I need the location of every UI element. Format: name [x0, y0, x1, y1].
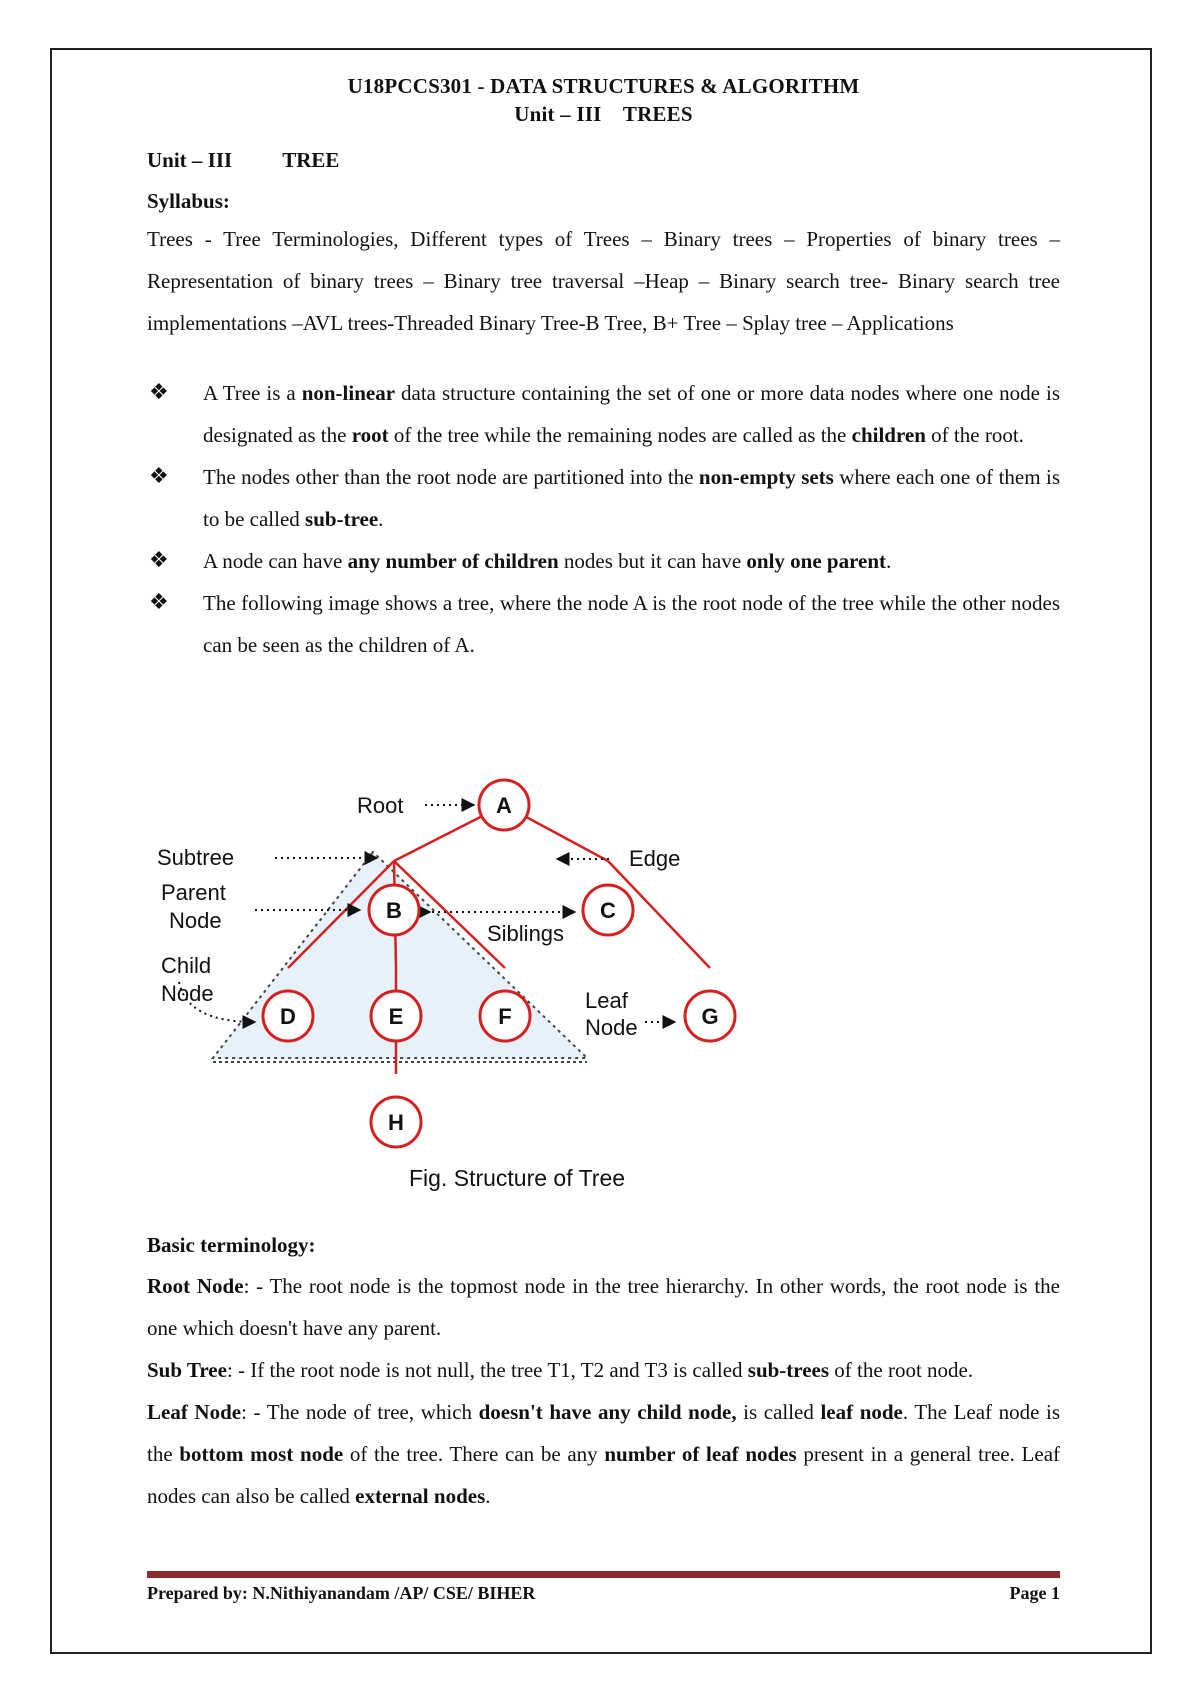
unit-heading: [147, 148, 1060, 173]
page-content: [147, 72, 1060, 666]
page-footer: [147, 1583, 1060, 1604]
basic-terminology-section: [147, 1225, 1060, 1517]
syllabus-heading: Syllabus:: [147, 189, 230, 213]
node-g-label: G: [701, 1004, 719, 1029]
node-h-label: H: [388, 1110, 404, 1135]
sub-tree-definition: Sub Tree: - If the root node is not null, the tree T1, T2 and T3 is called sub-trees of the root node.: [147, 1358, 974, 1382]
leaf-label-line1: Leaf: [585, 988, 628, 1013]
node-d-label: D: [280, 1004, 296, 1029]
bullet-item: ❖ A Tree is a non-linear data structure containing the set of one or more data nodes where one node is designated as the root of the tree while the remaining nodes are called as the children of the root.: [147, 372, 1060, 456]
child-label-line2: Node: [161, 981, 214, 1006]
node-c-label: C: [600, 898, 616, 923]
diamond-bullet-icon: ❖: [149, 590, 169, 615]
tree-structure-figure: [147, 770, 787, 1200]
subtree-label: Subtree: [157, 845, 235, 870]
child-label-line1: Child: [161, 953, 212, 978]
unit-label: Unit – III: [147, 148, 233, 172]
root-node-definition: Root Node: - The root node is the topmost node in the tree hierarchy. In other words, the root node is the one which doesn't have any parent.: [147, 1274, 1060, 1340]
node-a-label: A: [496, 793, 512, 818]
bullet-item: ❖ A node can have any number of children nodes but it can have only one parent.: [147, 540, 1060, 582]
syllabus-text: Trees - Tree Terminologies, Different types of Trees – Binary trees – Properties of binary trees – Representation of binary trees – Binary tree traversal –Heap – Binary search tree- Binary search tree implementations –AVL trees-Threaded Binary Tree-B Tree, B+ Tree – Splay tree – Applications: [147, 227, 1060, 335]
footer-rule: [147, 1571, 1060, 1578]
bullet-item: ❖ The nodes other than the root node are partitioned into the non-empty sets where each one of them is to be called sub-tree.: [147, 456, 1060, 540]
unit-subtitle: Unit – III TREES: [514, 102, 693, 126]
page-number: Page 1: [1009, 1583, 1060, 1603]
edge-label: Edge: [629, 846, 681, 871]
node-b-label: B: [386, 898, 402, 923]
diamond-bullet-icon: ❖: [149, 380, 169, 405]
diamond-bullet-icon: ❖: [149, 464, 169, 489]
leaf-label-line2: Node: [585, 1015, 638, 1040]
root-label: Root: [357, 793, 404, 818]
terminology-heading: Basic terminology:: [147, 1233, 316, 1257]
node-e-label: E: [388, 1004, 404, 1029]
parent-label-line2: Node: [169, 908, 222, 933]
node-f-label: F: [498, 1004, 512, 1029]
figure-caption: Fig. Structure of Tree: [409, 1165, 626, 1191]
parent-label-line1: Parent: [161, 880, 226, 905]
course-title: U18PCCS301 - DATA STRUCTURES & ALGORITHM: [347, 74, 860, 98]
siblings-label: Siblings: [487, 921, 565, 946]
leaf-node-definition: Leaf Node: - The node of tree, which doesn't have any child node, is called leaf node. The Leaf node is the bottom most node of the tree. There can be any number of leaf nodes present in a general tree. Leaf nodes can also be called external nodes.: [147, 1400, 1061, 1508]
footer-author: Prepared by: N.Nithiyanandam /AP/ CSE/ BIHER: [147, 1583, 536, 1603]
bullet-list: [147, 372, 1060, 666]
bullet-item: ❖ The following image shows a tree, where the node A is the root node of the tree while the other nodes can be seen as the children of A.: [147, 582, 1060, 666]
diamond-bullet-icon: ❖: [149, 548, 169, 573]
unit-name: TREE: [282, 148, 340, 172]
